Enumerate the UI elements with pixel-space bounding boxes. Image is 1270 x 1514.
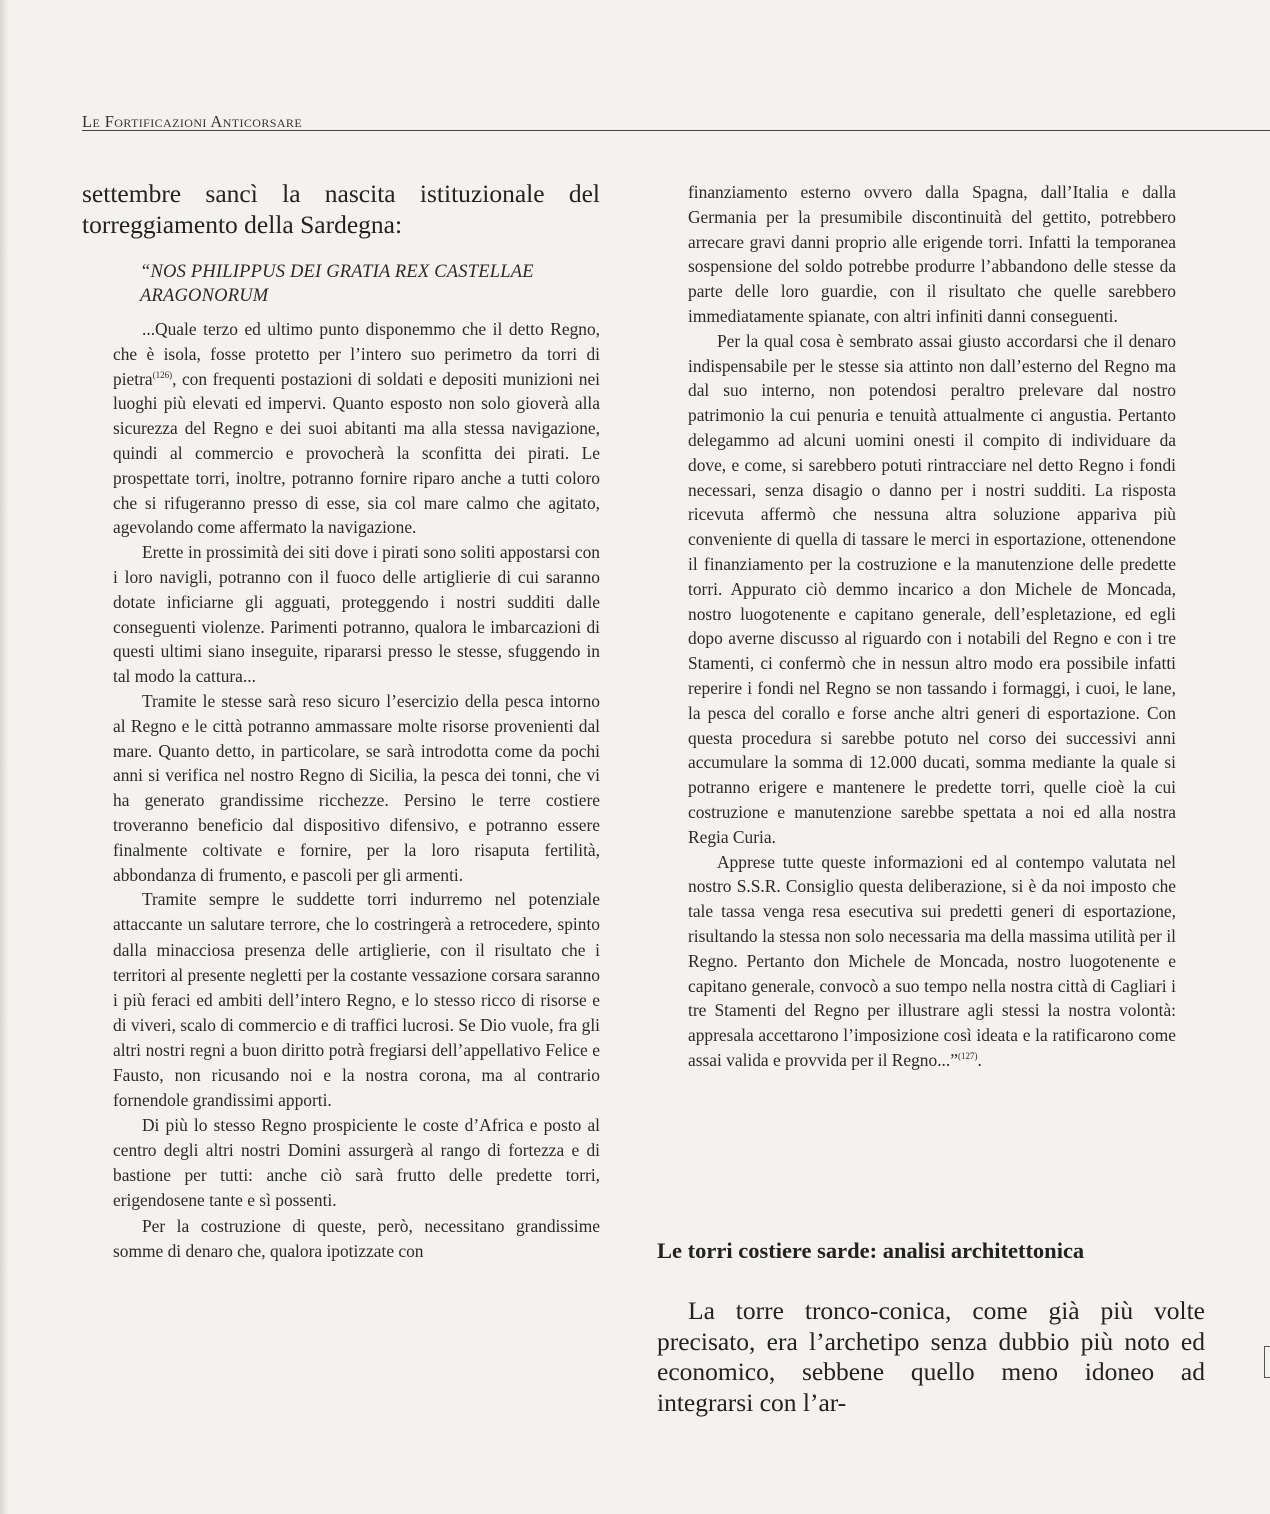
margin-bracket (1264, 1346, 1270, 1378)
right-paragraph-2: Per la qual cosa è sembrato assai giusto accordarsi che il denaro indispensabile per le stesse sia attinto non dall’esterno del Regno ma dal suo interno, non potendosi peraltro prelevare dal nostro patrimonio la cui penuria e tenuità attualmente ci angustia. Pertanto delegammo ad alcuni uomini onesti il compito di individuare da dove, e come, si sarebbero potuti rintracciare nel detto Regno i fondi necessari, senza disagio o danno per i nostri sudditi. La risposta ricevuta affermò che nessuna altra soluzione appariva più conveniente di quella di tassare le merci in esportazione, ottenendone il finanziamento per la costruzione e la manutenzione delle predette torri. Appurato ciò demmo incarico a don Michele de Moncada, nostro luogotenente e capitano generale, dell’espletazione, ed egli dopo averne discusso al riguardo con i notabili del Regno e con i tre Stamenti, ci confermò che in nessun altro modo era possibile infatti reperire i fondi nel Regno se non tassando i formaggi, i cuoi, le lane, la pesca del corallo e forse anche altri generi di esportazione. Con questa procedura si sarebbe potuto nel corso dei successivi anni accumulare la somma di 12.000 ducati, somma mediante la quale si potranno erigere e mantenere le predette torri, quelle cioè la cui costruzione e manutenzione sarebbe spettata a noi ed alla nostra Regia Curia. (688, 330, 1176, 847)
intro-paragraph: settembre sancì la nascita istituzionale del torreggiamento della Sardegna: (82, 179, 600, 239)
quote-paragraph-6: Per la costruzione di queste, però, necessitano grandissime somme di denaro che, qualora ipotizzate con (113, 1215, 600, 1261)
quote-paragraph-2: Erette in prossimità dei siti dove i pirati sono soliti appostarsi con i loro navigli, potranno con il fuoco delle artiglierie di cui saranno dotate inficiarne gli agguati, proteggendo i nostri sudditi dalle conseguenti violenze. Parimenti potranno, qualora le imbarcazioni di questi ultimi siano inseguite, ripararsi presso le stesse, sfuggendo in tal modo la cattura... (113, 542, 600, 687)
quote-heading: “NOS PHILIPPUS DEI GRATIA REX CASTELLAE ARAGONORUM (140, 262, 534, 306)
left-column (82, 178, 600, 1264)
section-paragraph: La torre tronco-conica, come già più volte precisato, era l’archetipo senza dubbio più noto ed economico, sebbene quello meno idoneo ad integrarsi con l’ar- (657, 1296, 1205, 1417)
quote-paragraph-1 (113, 317, 600, 540)
quote-paragraph-1-text-a: ...Quale terzo ed ultimo punto disponemmo che il detto Regno, che è isola, fosse protetto per l’intero suo perimetro da torri di pietra (113, 319, 600, 389)
header-rule (82, 130, 1270, 131)
quote-paragraph-3: Tramite le stesse sarà reso sicuro l’esercizio della pesca intorno al Regno e le città potranno ammassare molte risorse provenienti dal mare. Quanto detto, in particolare, se sarà introdotta come da pochi anni si verifica nel nostro Regno di Sicilia, la pesca dei tonni, che vi ha generato grandissime ricchezze. Persino le terre costiere troveranno beneficio dal dispositivo difensivo, e potranno essere finalmente coltivate e fornire, per la loro risaputa fertilità, abbondanza di frumento, e pascoli per gli armenti. (113, 690, 600, 885)
footnote-ref-127: (127) (957, 1050, 978, 1061)
quote-paragraph-5: Di più lo stesso Regno prospiciente le coste d’Africa e posto al centro degli altri nostri Domini assurgerà al rango di fortezza e di bastione per tutti: anche ciò sarà frutto delle predette torri, erigendosene tante e sì possenti. (113, 1115, 600, 1211)
right-paragraph-3-text-b: . (977, 1049, 982, 1070)
running-head: Le Fortificazioni Anticorsare (82, 112, 303, 131)
right-paragraph-1: finanziamento esterno ovvero dalla Spagna, dall’Italia e dalla Germania per la presumibile discontinuità del gettito, potrebbero arrecare gravi danni proprio alle erigende torri. Infatti la temporanea sospensione del soldo potrebbe produrre l’abbandono delle stesse da parte delle loro guardie, con il risultato che quelle sarebbero immediatamente spianate, con altri infiniti danni conseguenti. (688, 182, 1176, 326)
quote-paragraph-1-text-b: , con frequenti postazioni di soldati e depositi munizioni nei luoghi più elevati ed impervi. Quanto esposto non solo gioverà alla sicurezza del Regno e dei suoi abitanti ma alla stessa navigazione, quindi al commercio e provocherà la sconfitta dei pirati. Le prospettate torri, inoltre, potranno fornire riparo anche a tutti coloro che si rifugeranno presso di esse, sia col mare calmo che agitato, agevolando come affermato la navigazione. (113, 368, 600, 538)
footnote-ref-126: (126) (152, 369, 173, 380)
right-paragraph-3 (688, 850, 1176, 1073)
right-paragraph-3-text-a: Apprese tutte queste informazioni ed al contempo valutata nel nostro S.S.R. Consiglio questa deliberazione, si è da noi imposto che tale tassa venga resa esecutiva sui predetti generi di esportazione, risultando la stessa non solo necessaria ma della massima utilità per il Regno. Pertanto don Michele de Moncada, nostro luogotenente e capitano generale, convocò a suo tempo nella nostra città di Cagliari i tre Stamenti del Regno per illustrare agli stessi la nostra volontà: appresala accettarono l’imposizione così ideata e la ratificarono come assai valida e provvida per il Regno...” (688, 851, 1176, 1070)
section-heading: Le torri costiere sarde: analisi architettonica (657, 1238, 1085, 1263)
page-edge-shadow (0, 0, 8, 1514)
right-column (688, 180, 1176, 1073)
quote-paragraph-4: Tramite sempre le suddette torri indurremo nel potenziale attaccante un salutare terrore, che lo costringerà a retrocedere, spinto dalla minacciosa presenza delle artiglierie, con il risultato che i territori al presente negletti per la costante vessazione corsara saranno i più feraci ed ambiti dell’intero Regno, e lo stesso ricco di risorse e di viveri, scalo di commercio e di traffici lucrosi. Se Dio vuole, fra gli altri nostri regni a buon diritto potrà fregiarsi dell’appellativo Felice e Fausto, non ricusando noi e la nostra corona, ma al contrario fornendole grandissimi apporti. (113, 889, 600, 1111)
